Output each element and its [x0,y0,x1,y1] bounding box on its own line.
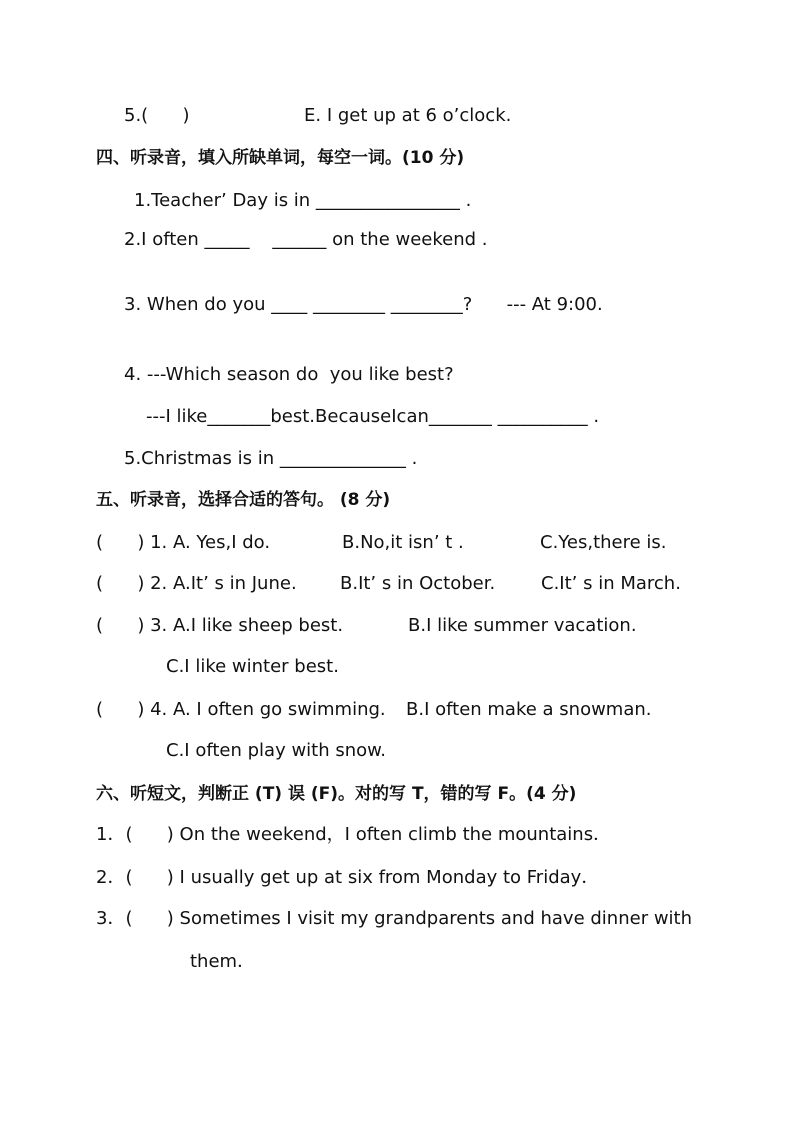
section5-q2-option-a: ( ) 2. A.It’ s in June. [96,573,297,594]
section5-q4-option-a: ( ) 4. A. I often go swimming. [96,699,386,720]
section5-q4-option-b: B.I often make a snowman. [406,699,652,720]
section5-q3-option-c: C.I like winter best. [166,656,339,677]
section4-item-4-answer: ---I like_______best.BecauseIcan_______ __________ . [146,406,600,427]
section6-item-3-continued: them． [190,951,256,972]
section6-item-3: 3．( ) Sometimes I visit my grandparents and have dinner with [96,908,693,929]
section6-item-1: 1．( ) On the weekend，I often climb the mountains． [96,824,612,845]
section4-item-2: 2.I often _____ ______ on the weekend . [124,229,488,250]
section4-item-4: 4. ---Which season do you like best? [124,364,454,385]
section5-q2-option-b: B.It’ s in October. [340,573,496,594]
section4-heading: 四、听录音，填入所缺单词，每空一词。(10 分) [96,148,465,168]
section6-heading: 六、听短文，判断正 (T) 误 (F)。对的写 T，错的写 F。(4 分) [96,784,577,804]
section4-item-3: 3. When do you ____ ________ ________? --- At 9:00. [124,294,603,315]
section5-q1-option-c: C.Yes,there is. [540,532,667,553]
section4-item-5: 5.Christmas is in ______________ . [124,448,418,469]
section5-q1-option-b: B.No,it isn’ t . [342,532,464,553]
q5-option-e: E. I get up at 6 o’clock. [304,105,512,126]
section5-q1-option-a: ( ) 1. A. Yes,I do. [96,532,271,553]
section5-heading: 五、听录音，选择合适的答句。 (8 分) [96,490,391,510]
section5-q3-option-b: B.I like summer vacation. [408,615,637,636]
section5-q4-option-c: C.I often play with snow. [166,740,386,761]
section5-q3-option-a: ( ) 3. A.I like sheep best. [96,615,344,636]
section6-item-2: 2．( ) I usually get up at six from Monday to Friday． [96,867,600,888]
q5-prefix: 5.( ) [124,105,190,126]
section4-item-1: 1.Teacher’ Day is in ________________ . [134,190,472,211]
section5-q2-option-c: C.It’ s in March. [541,573,681,594]
